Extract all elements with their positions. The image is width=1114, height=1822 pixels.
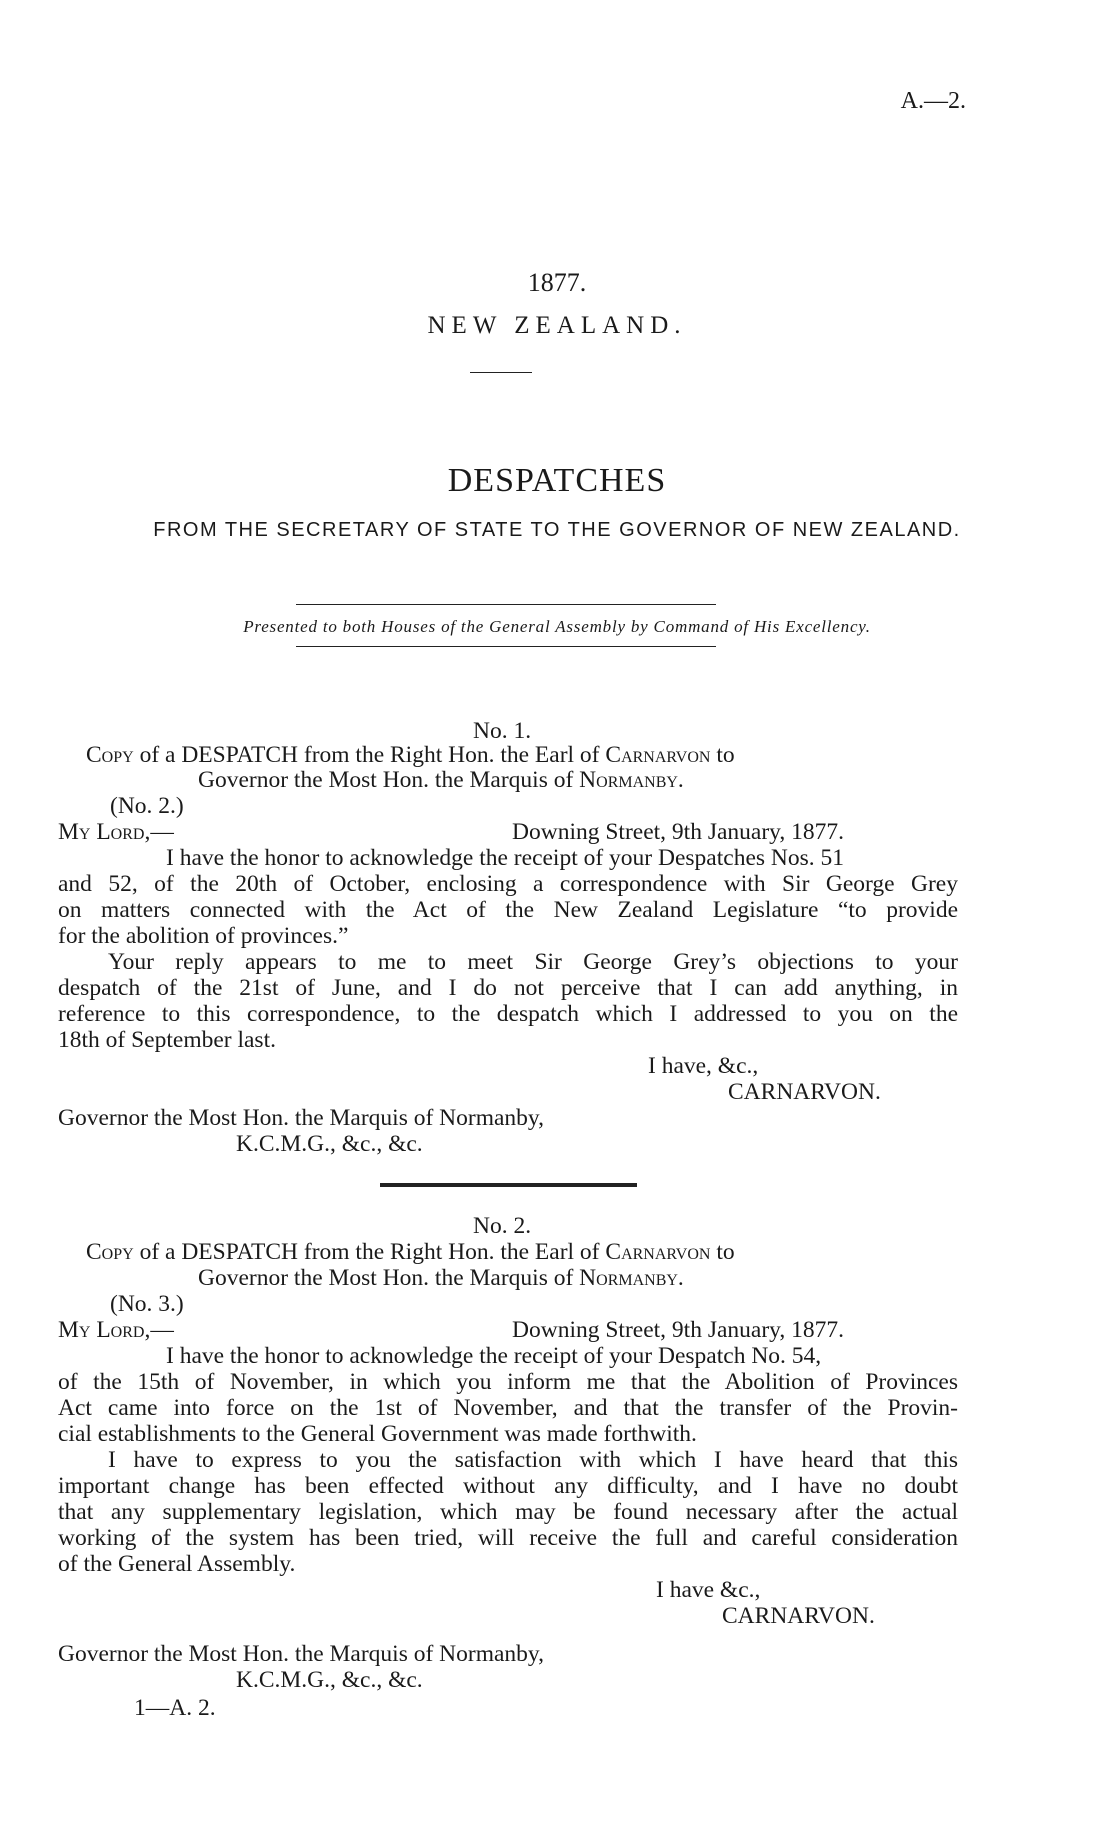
addressee-honours: K.C.M.G., &c., &c. [236, 1131, 423, 1157]
despatch-heading-line-2: Governor the Most Hon. the Marquis of Normanby. [198, 1265, 684, 1291]
addressee: Governor the Most Hon. the Marquis of Normanby, [58, 1105, 545, 1131]
document-year: 1877. [527, 268, 587, 297]
paragraph-line: I have the honor to acknowledge the receipt of your Despatch No. 54, [166, 1343, 822, 1369]
addressee-honours: K.C.M.G., &c., &c. [236, 1667, 423, 1693]
salutation: My Lord,— [58, 1317, 174, 1343]
paragraph-line: for the abolition of provinces.” [58, 923, 349, 949]
document-country: NEW ZEALAND. [427, 312, 687, 339]
paragraph-line: Your reply appears to me to meet Sir George Grey’s objections to your [108, 949, 958, 975]
closing: I have, &c., [648, 1053, 759, 1079]
presented-rule-top [296, 604, 716, 605]
paragraph-line: I have the honor to acknowledge the receipt of your Despatches Nos. 51 [166, 845, 845, 871]
paragraph-line: important change has been effected without any difficulty, and I have no doubt [58, 1473, 958, 1499]
despatch-heading-line-1: Copy of a DESPATCH from the Right Hon. the Earl of Carnarvon to [86, 1239, 735, 1265]
despatch-heading-line-1: Copy of a DESPATCH from the Right Hon. the Earl of Carnarvon to [86, 742, 735, 768]
signature: CARNARVON. [728, 1079, 881, 1105]
signature: CARNARVON. [722, 1603, 875, 1629]
paragraph-line: on matters connected with the Act of the New Zealand Legislature “to provide [58, 897, 958, 923]
paragraph-line: reference to this correspondence, to the despatch which I addressed to you on the [58, 1001, 958, 1027]
document-subtitle: FROM THE SECRETARY OF STATE TO THE GOVERNOR OF NEW ZEALAND. [153, 519, 961, 541]
printer-signature-mark: 1—A. 2. [134, 1695, 216, 1721]
despatch-reference: (No. 2.) [110, 793, 184, 819]
closing: I have &c., [656, 1577, 761, 1603]
document-title: DESPATCHES [447, 462, 667, 499]
paragraph-line: cial establishments to the General Government was made forthwith. [58, 1421, 697, 1447]
paragraph-line: of the 15th of November, in which you inform me that the Abolition of Provinces [58, 1369, 958, 1395]
paragraph-line: despatch of the 21st of June, and I do not perceive that I can add anything, in [58, 975, 958, 1001]
page-code: A.—2. [900, 88, 966, 114]
despatch-number: No. 1. [473, 718, 532, 744]
despatch-reference: (No. 3.) [110, 1291, 184, 1317]
presented-rule-bottom [296, 646, 716, 647]
place-date: Downing Street, 9th January, 1877. [512, 1317, 844, 1343]
paragraph-line: that any supplementary legislation, which may be found necessary after the actual [58, 1499, 958, 1525]
addressee: Governor the Most Hon. the Marquis of Normanby, [58, 1641, 545, 1667]
place-date: Downing Street, 9th January, 1877. [512, 819, 844, 845]
paragraph-line: 18th of September last. [58, 1027, 276, 1053]
section-divider [380, 1183, 637, 1187]
paragraph-line: and 52, of the 20th of October, enclosing a correspondence with Sir George Grey [58, 871, 958, 897]
salutation: My Lord,— [58, 819, 174, 845]
despatch-heading-line-2: Governor the Most Hon. the Marquis of Normanby. [198, 767, 684, 793]
paragraph-line: of the General Assembly. [58, 1551, 296, 1577]
paragraph-line: I have to express to you the satisfaction with which I have heard that this [108, 1447, 958, 1473]
paragraph-line: Act came into force on the 1st of November, and that the transfer of the Provin- [58, 1395, 958, 1421]
presented-note: Presented to both Houses of the General Assembly by Command of His Excellency. [243, 617, 871, 636]
paragraph-line: working of the system has been tried, will receive the full and careful consideration [58, 1525, 958, 1551]
despatch-number: No. 2. [473, 1213, 532, 1239]
short-divider [470, 372, 532, 373]
